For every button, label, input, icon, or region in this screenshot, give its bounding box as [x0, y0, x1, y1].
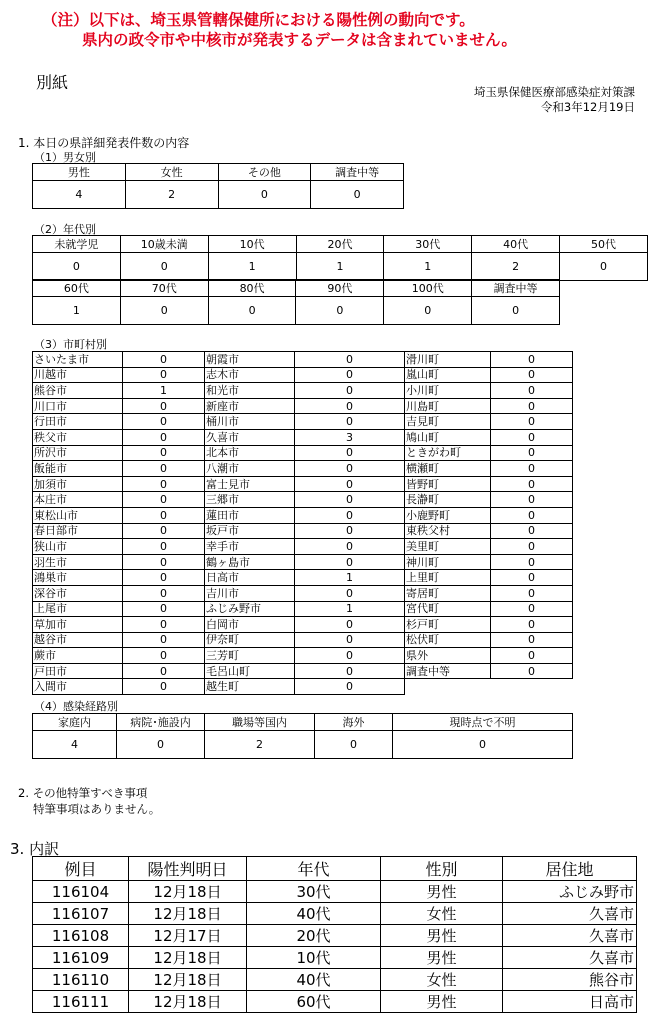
detail-header-case: 例目 — [33, 857, 129, 881]
municipality-name: 春日部市 — [33, 523, 123, 539]
route-header: 職場等国内 — [205, 714, 315, 731]
municipality-count: 0 — [491, 601, 573, 617]
gender-label: （1）男女別 — [34, 151, 96, 164]
detail-case: 116104 — [33, 881, 129, 903]
detail-sex: 男性 — [381, 947, 503, 969]
municipality-name: 本庄市 — [33, 492, 123, 508]
age-value: 1 — [296, 253, 384, 281]
municipality-row — [33, 429, 573, 445]
municipality-row — [33, 445, 573, 461]
municipality-name: 蓮田市 — [205, 507, 295, 523]
age-value-row-2 — [33, 297, 560, 325]
municipality-table — [32, 351, 573, 695]
municipality-count: 0 — [123, 398, 205, 414]
municipality-name: 和光市 — [205, 383, 295, 399]
municipality-count: 0 — [123, 445, 205, 461]
municipality-name: 三郷市 — [205, 492, 295, 508]
age-table-row2 — [32, 279, 560, 325]
municipality-count: 0 — [123, 352, 205, 368]
notice-line-1: （注）以下は、埼玉県管轄保健所における陽性例の動向です。 — [42, 11, 475, 29]
municipality-name: 滑川町 — [405, 352, 491, 368]
route-value-row — [33, 731, 573, 759]
age-header: 100代 — [384, 280, 472, 297]
detail-row — [33, 903, 637, 925]
municipality-name: 毛呂山町 — [205, 663, 295, 679]
age-value: 0 — [472, 297, 560, 325]
municipality-name: 伊奈町 — [205, 632, 295, 648]
age-header-row-1 — [33, 236, 648, 253]
issuer — [474, 85, 635, 115]
gender-header-other: その他 — [218, 164, 311, 181]
municipality-name: 東松山市 — [33, 507, 123, 523]
detail-case: 116108 — [33, 925, 129, 947]
municipality-name: 秩父市 — [33, 429, 123, 445]
municipality-count: 0 — [123, 601, 205, 617]
municipality-count: 0 — [491, 663, 573, 679]
route-header: 現時点で不明 — [393, 714, 573, 731]
municipality-count: 0 — [295, 663, 405, 679]
gender-value-pending: 0 — [311, 181, 404, 209]
age-header: 40代 — [472, 236, 560, 253]
municipality-name: 鴻巣市 — [33, 570, 123, 586]
detail-header-date: 陽性判明日 — [129, 857, 247, 881]
municipality-row — [33, 663, 573, 679]
municipality-name: 宮代町 — [405, 601, 491, 617]
notice — [42, 10, 517, 50]
municipality-name: 吉川市 — [205, 585, 295, 601]
municipality-count: 0 — [123, 429, 205, 445]
age-value: 2 — [472, 253, 560, 281]
municipality-count: 0 — [295, 414, 405, 430]
municipality-count: 0 — [123, 585, 205, 601]
detail-header-residence: 居住地 — [503, 857, 637, 881]
municipality-name: 新座市 — [205, 398, 295, 414]
municipality-name: 越生町 — [205, 679, 295, 695]
municipality-count: 0 — [295, 367, 405, 383]
detail-residence: 久喜市 — [503, 903, 637, 925]
municipality-count: 1 — [123, 383, 205, 399]
municipality-row — [33, 367, 573, 383]
municipality-count: 0 — [123, 367, 205, 383]
age-header: 10代 — [208, 236, 296, 253]
municipality-count: 0 — [491, 476, 573, 492]
municipality-count: 0 — [123, 461, 205, 477]
municipality-row — [33, 617, 573, 633]
detail-age: 60代 — [247, 991, 381, 1013]
detail-case: 116110 — [33, 969, 129, 991]
municipality-count: 0 — [491, 539, 573, 555]
route-table — [32, 713, 573, 759]
route-header: 家庭内 — [33, 714, 117, 731]
municipality-count: 0 — [295, 461, 405, 477]
age-header: 30代 — [384, 236, 472, 253]
municipality-count: 0 — [491, 554, 573, 570]
age-value-row-1 — [33, 253, 648, 281]
section2 — [18, 785, 160, 817]
municipality-name: 朝霞市 — [205, 352, 295, 368]
municipality-name: 嵐山町 — [405, 367, 491, 383]
municipality-count: 0 — [295, 554, 405, 570]
gender-table — [32, 163, 404, 209]
municipality-name: 富士見市 — [205, 476, 295, 492]
municipality-count: 0 — [295, 352, 405, 368]
age-value: 0 — [208, 297, 296, 325]
age-table-row1 — [32, 235, 648, 281]
municipality-count: 0 — [491, 507, 573, 523]
municipality-row — [33, 648, 573, 664]
municipality-row — [33, 398, 573, 414]
age-value: 1 — [384, 253, 472, 281]
municipality-name: 県外 — [405, 648, 491, 664]
municipality-count: 0 — [295, 445, 405, 461]
detail-residence: 熊谷市 — [503, 969, 637, 991]
municipality-name: さいたま市 — [33, 352, 123, 368]
municipality-name: 東秩父村 — [405, 523, 491, 539]
detail-age: 30代 — [247, 881, 381, 903]
municipality-name: 川口市 — [33, 398, 123, 414]
age-value: 0 — [120, 297, 208, 325]
municipality-name: 越谷市 — [33, 632, 123, 648]
gender-header-male: 男性 — [33, 164, 126, 181]
route-value: 0 — [117, 731, 205, 759]
municipality-name: 幸手市 — [205, 539, 295, 555]
age-header: 50代 — [560, 236, 648, 253]
age-header-row-2 — [33, 280, 560, 297]
municipality-name: 戸田市 — [33, 663, 123, 679]
gender-value-male: 4 — [33, 181, 126, 209]
route-header-row — [33, 714, 573, 731]
municipality-name: 上尾市 — [33, 601, 123, 617]
municipality-count: 0 — [491, 445, 573, 461]
municipality-row — [33, 414, 573, 430]
municipality-name: 坂戸市 — [205, 523, 295, 539]
municipality-row — [33, 492, 573, 508]
detail-header-sex: 性別 — [381, 857, 503, 881]
detail-sex: 男性 — [381, 925, 503, 947]
municipality-count: 3 — [295, 429, 405, 445]
municipality-count: 0 — [491, 570, 573, 586]
issuer-date: 令和3年12月19日 — [540, 100, 635, 114]
municipality-count: 0 — [491, 632, 573, 648]
municipality-count: 0 — [123, 414, 205, 430]
municipality-count: 0 — [295, 539, 405, 555]
municipality-name: ときがわ町 — [405, 445, 491, 461]
detail-case: 116107 — [33, 903, 129, 925]
age-header: 60代 — [33, 280, 121, 297]
municipality-count: 0 — [123, 476, 205, 492]
municipality-name: 長瀞町 — [405, 492, 491, 508]
detail-sex: 男性 — [381, 881, 503, 903]
section3-heading: 3. 内訳 — [10, 840, 60, 858]
municipality-row — [33, 507, 573, 523]
age-value: 0 — [560, 253, 648, 281]
detail-residence: ふじみ野市 — [503, 881, 637, 903]
municipality-count: 0 — [491, 414, 573, 430]
detail-date: 12月18日 — [129, 881, 247, 903]
municipality-count: 0 — [295, 585, 405, 601]
municipality-name: 北本市 — [205, 445, 295, 461]
municipality-name: 神川町 — [405, 554, 491, 570]
detail-age: 20代 — [247, 925, 381, 947]
route-header: 海外 — [315, 714, 393, 731]
municipality-count: 0 — [491, 352, 573, 368]
gender-header-row — [33, 164, 404, 181]
route-label: （4）感染経路別 — [34, 700, 118, 713]
section2-heading: 2. その他特筆すべき事項 — [18, 786, 148, 800]
municipality-name: 鶴ヶ島市 — [205, 554, 295, 570]
municipality-count: 0 — [295, 492, 405, 508]
municipality-name: 上里町 — [405, 570, 491, 586]
age-value: 1 — [33, 297, 121, 325]
detail-age: 40代 — [247, 969, 381, 991]
municipality-name: 日高市 — [205, 570, 295, 586]
municipality-name: 羽生市 — [33, 554, 123, 570]
municipality-count: 1 — [295, 570, 405, 586]
age-label: （2）年代別 — [34, 223, 96, 236]
municipality-label: （3）市町村別 — [34, 338, 107, 351]
municipality-count: 0 — [123, 523, 205, 539]
detail-case: 116109 — [33, 947, 129, 969]
age-header: 90代 — [296, 280, 384, 297]
detail-age: 40代 — [247, 903, 381, 925]
municipality-name: ふじみ野市 — [205, 601, 295, 617]
municipality-count: 0 — [491, 367, 573, 383]
gender-header-female: 女性 — [125, 164, 218, 181]
detail-header-row — [33, 857, 637, 881]
municipality-count: 0 — [491, 383, 573, 399]
municipality-name: 川島町 — [405, 398, 491, 414]
municipality-count: 0 — [491, 461, 573, 477]
municipality-count: 0 — [491, 617, 573, 633]
municipality-row — [33, 679, 573, 695]
detail-table — [32, 856, 637, 1013]
age-header: 20代 — [296, 236, 384, 253]
issuer-dept: 埼玉県保健医療部感染症対策課 — [474, 85, 635, 99]
age-value: 1 — [208, 253, 296, 281]
municipality-count: 0 — [123, 507, 205, 523]
section1-heading: 1. 本日の県詳細発表件数の内容 — [18, 136, 190, 150]
municipality-name: 加須市 — [33, 476, 123, 492]
municipality-count: 0 — [491, 429, 573, 445]
municipality-count: 0 — [123, 648, 205, 664]
municipality-name: 熊谷市 — [33, 383, 123, 399]
gender-value-row — [33, 181, 404, 209]
municipality-row — [33, 476, 573, 492]
municipality-count: 0 — [123, 554, 205, 570]
detail-residence: 久喜市 — [503, 925, 637, 947]
municipality-row — [33, 352, 573, 368]
municipality-row — [33, 570, 573, 586]
municipality-row — [33, 601, 573, 617]
municipality-name: 志木市 — [205, 367, 295, 383]
municipality-row — [33, 632, 573, 648]
municipality-name: 松伏町 — [405, 632, 491, 648]
document-title: 別紙 — [36, 73, 69, 92]
municipality-count: 0 — [123, 570, 205, 586]
municipality-name: 八潮市 — [205, 461, 295, 477]
age-header: 未就学児 — [33, 236, 121, 253]
route-value: 0 — [393, 731, 573, 759]
section2-body: 特筆事項はありません。 — [33, 802, 161, 816]
municipality-name: 狭山市 — [33, 539, 123, 555]
detail-sex: 女性 — [381, 903, 503, 925]
municipality-count: 0 — [295, 523, 405, 539]
municipality-count: 0 — [491, 492, 573, 508]
municipality-row — [33, 461, 573, 477]
municipality-name: 吉見町 — [405, 414, 491, 430]
detail-row — [33, 925, 637, 947]
municipality-name: 調査中等 — [405, 663, 491, 679]
municipality-name: 蕨市 — [33, 648, 123, 664]
route-header: 病院･施設内 — [117, 714, 205, 731]
municipality-name: 横瀬町 — [405, 461, 491, 477]
gender-value-female: 2 — [125, 181, 218, 209]
age-value: 0 — [296, 297, 384, 325]
municipality-name: 小川町 — [405, 383, 491, 399]
municipality-count: 0 — [123, 663, 205, 679]
municipality-name: 久喜市 — [205, 429, 295, 445]
detail-age: 10代 — [247, 947, 381, 969]
detail-row — [33, 947, 637, 969]
detail-date: 12月18日 — [129, 969, 247, 991]
municipality-count: 0 — [491, 523, 573, 539]
municipality-name: 小鹿野町 — [405, 507, 491, 523]
detail-date: 12月18日 — [129, 991, 247, 1013]
detail-date: 12月18日 — [129, 947, 247, 969]
detail-sex: 男性 — [381, 991, 503, 1013]
age-value: 0 — [384, 297, 472, 325]
municipality-name: 三芳町 — [205, 648, 295, 664]
municipality-row — [33, 383, 573, 399]
municipality-count: 0 — [123, 539, 205, 555]
municipality-count: 0 — [295, 383, 405, 399]
age-value: 0 — [120, 253, 208, 281]
detail-sex: 女性 — [381, 969, 503, 991]
municipality-count: 0 — [295, 476, 405, 492]
municipality-name: 白岡市 — [205, 617, 295, 633]
detail-date: 12月18日 — [129, 903, 247, 925]
municipality-count: 0 — [123, 679, 205, 695]
municipality-row — [33, 554, 573, 570]
municipality-count: 0 — [123, 617, 205, 633]
route-value: 2 — [205, 731, 315, 759]
municipality-count: 0 — [295, 632, 405, 648]
notice-line-2: 県内の政令市や中核市が発表するデータは含まれていません。 — [82, 31, 517, 49]
age-header: 調査中等 — [472, 280, 560, 297]
gender-header-pending: 調査中等 — [311, 164, 404, 181]
detail-residence: 久喜市 — [503, 947, 637, 969]
detail-case: 116111 — [33, 991, 129, 1013]
municipality-count: 0 — [295, 398, 405, 414]
municipality-name: 入間市 — [33, 679, 123, 695]
municipality-row — [33, 585, 573, 601]
detail-date: 12月17日 — [129, 925, 247, 947]
municipality-count: 1 — [295, 601, 405, 617]
age-header: 80代 — [208, 280, 296, 297]
municipality-row — [33, 523, 573, 539]
municipality-count: 0 — [123, 632, 205, 648]
municipality-name: 所沢市 — [33, 445, 123, 461]
municipality-name: 皆野町 — [405, 476, 491, 492]
municipality-count: 0 — [295, 507, 405, 523]
municipality-count: 0 — [295, 617, 405, 633]
municipality-name: 寄居町 — [405, 585, 491, 601]
municipality-name: 飯能市 — [33, 461, 123, 477]
municipality-name: 杉戸町 — [405, 617, 491, 633]
detail-header-age: 年代 — [247, 857, 381, 881]
municipality-count: 0 — [491, 648, 573, 664]
detail-row — [33, 881, 637, 903]
municipality-count: 0 — [295, 679, 405, 695]
municipality-row — [33, 539, 573, 555]
route-value: 0 — [315, 731, 393, 759]
municipality-name: 鳩山町 — [405, 429, 491, 445]
route-value: 4 — [33, 731, 117, 759]
detail-row — [33, 991, 637, 1013]
age-header: 70代 — [120, 280, 208, 297]
gender-value-other: 0 — [218, 181, 311, 209]
municipality-name: 深谷市 — [33, 585, 123, 601]
municipality-name: 草加市 — [33, 617, 123, 633]
age-value: 0 — [33, 253, 121, 281]
municipality-count: 0 — [491, 585, 573, 601]
municipality-count: 0 — [123, 492, 205, 508]
age-header: 10歳未満 — [120, 236, 208, 253]
municipality-count: 0 — [295, 648, 405, 664]
detail-row — [33, 969, 637, 991]
municipality-count: 0 — [491, 398, 573, 414]
municipality-name: 川越市 — [33, 367, 123, 383]
municipality-name: 美里町 — [405, 539, 491, 555]
municipality-name: 桶川市 — [205, 414, 295, 430]
detail-residence: 日高市 — [503, 991, 637, 1013]
municipality-name: 行田市 — [33, 414, 123, 430]
